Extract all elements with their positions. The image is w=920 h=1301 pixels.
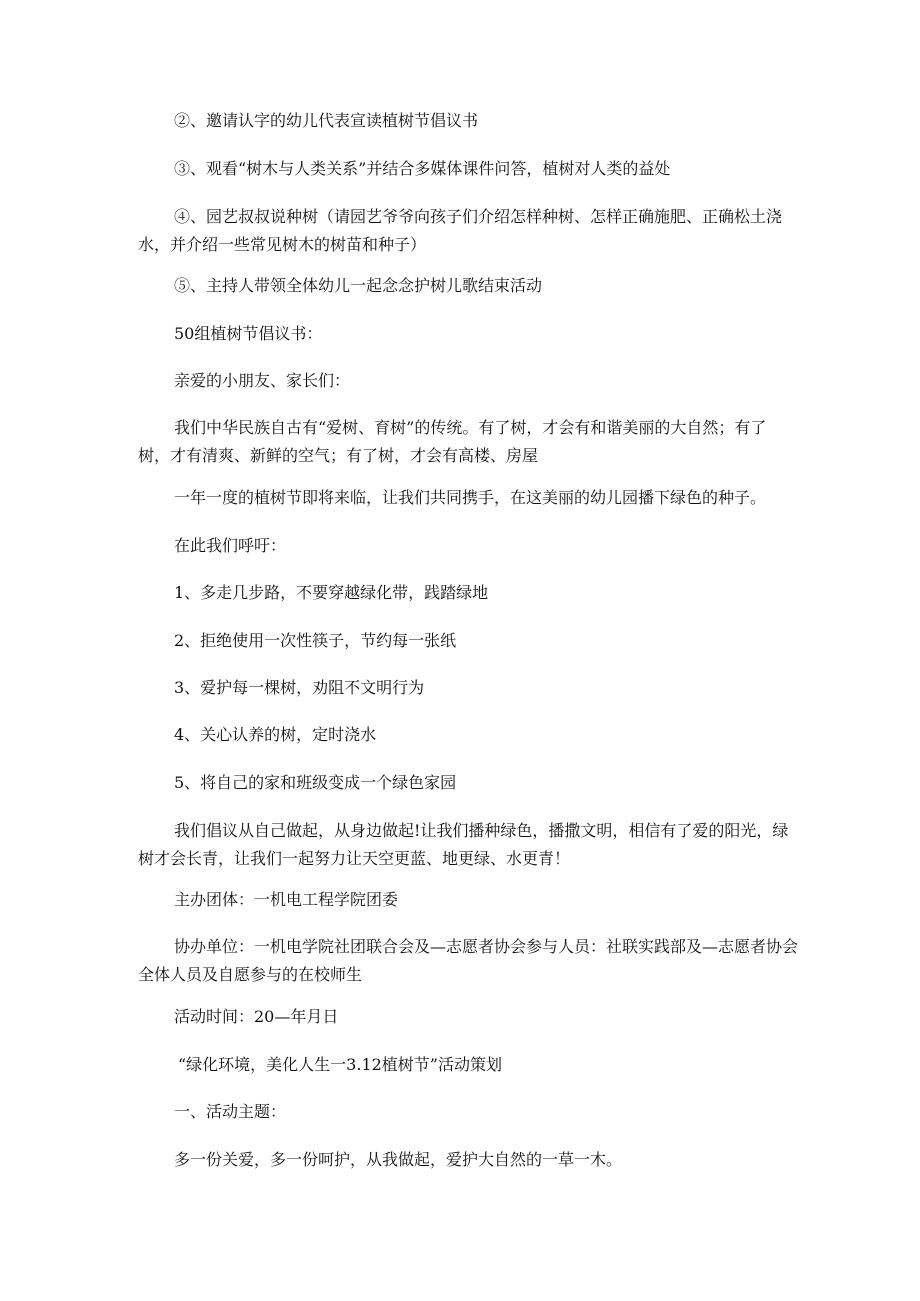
organizer-line: 主办团体：一机电工程学院团委 xyxy=(174,890,399,909)
salutation: 亲爱的小朋友、家长们： xyxy=(174,371,351,390)
co-organizer-paragraph: 协办单位：一机电学院社团联合会及—志愿者协会参与人员：社联实践部及—志愿者协会全体人员及自愿参与的在校师生 xyxy=(138,937,799,984)
step-2-line: ②、邀请认字的幼儿代表宣读植树节倡议书 xyxy=(174,111,479,130)
theme-line: 多一份关爱，多一份呵护，从我做起，爱护大自然的一草一木。 xyxy=(174,1150,623,1169)
step-4-paragraph: ④、园艺叔叔说种树（请园艺爷爷向孩子们介绍怎样种树、怎样正确施肥、正确松土浇水，并介绍一些常见树木的树苗和种子） xyxy=(138,207,783,254)
initiative-paragraph: 我们倡议从自己做起，从身边做起!让我们播种绿色，播撒文明，相信有了爱的阳光，绿树才会长青，让我们一起努力让天空更蓝、地更绿、水更青！ xyxy=(138,821,789,868)
appeal-item-2: 2、拒绝使用一次性筷子，节约每一张纸 xyxy=(174,631,457,650)
proposal-heading: 50组植树节倡议书： xyxy=(174,324,323,343)
step-3-line: ③、观看“树木与人类关系”并结合多媒体课件问答，植树对人类的益处 xyxy=(174,159,671,178)
appeal-heading: 在此我们呼吁： xyxy=(174,536,287,555)
appeal-item-4: 4、关心认养的树，定时浇水 xyxy=(174,725,377,744)
activity-time-line: 活动时间：20—年月日 xyxy=(174,1007,339,1026)
tradition-paragraph: 我们中华民族自古有“爱树、育树”的传统。有了树，才会有和谐美丽的大自然；有了树，才有清爽、新鲜的空气；有了树，才会有高楼、房屋 xyxy=(138,418,767,465)
arbor-day-line: 一年一度的植树节即将来临，让我们共同携手，在这美丽的幼儿园播下绿色的种子。 xyxy=(174,488,767,507)
appeal-item-3: 3、爱护每一棵树，劝阻不文明行为 xyxy=(174,678,425,697)
appeal-item-5: 5、将自己的家和班级变成一个绿色家园 xyxy=(174,773,457,792)
step-5-line: ⑤、主持人带领全体幼儿一起念念护树儿歌结束活动 xyxy=(174,276,543,295)
plan-title: “绿化环境，美化人生一3.12植树节”活动策划 xyxy=(178,1055,502,1074)
section-1-heading: 一、活动主题： xyxy=(174,1102,287,1121)
appeal-item-1: 1、多走几步路，不要穿越绿化带，践踏绿地 xyxy=(174,583,489,602)
